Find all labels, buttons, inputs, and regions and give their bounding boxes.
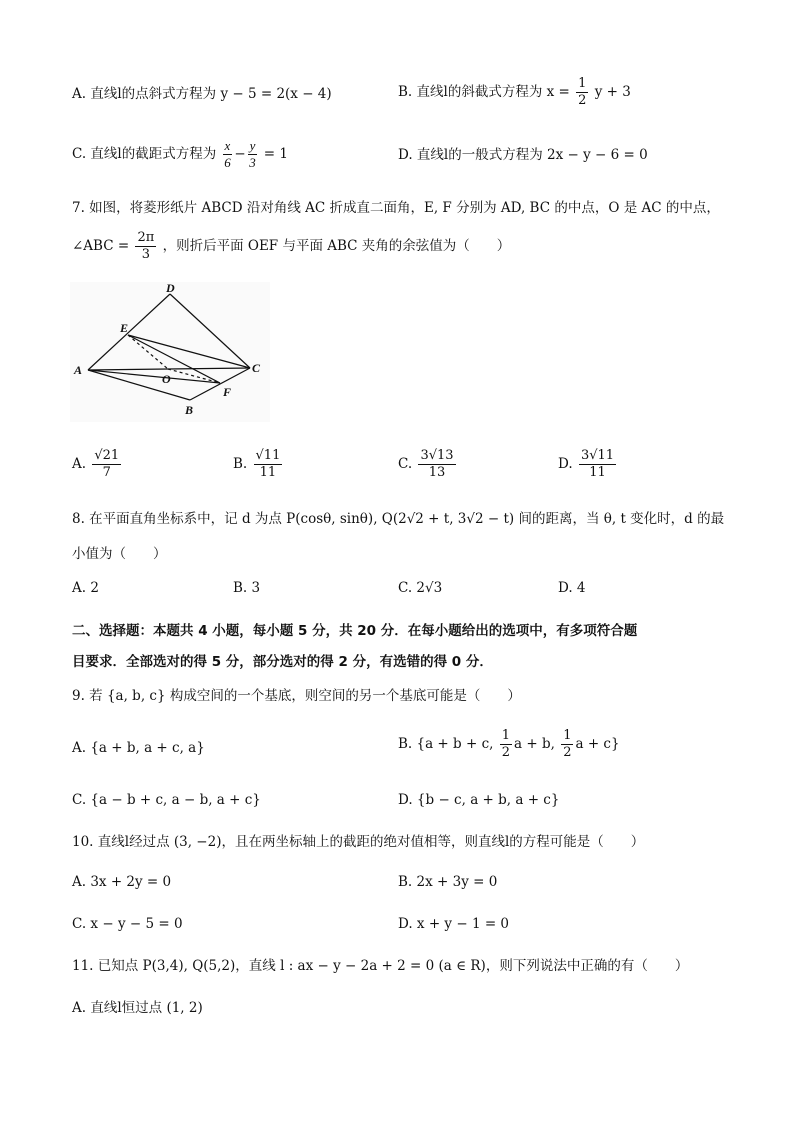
q9-option-c: C. {a − b + c, a − b, a + c} bbox=[72, 792, 261, 808]
option-label: A. bbox=[72, 456, 87, 472]
option-b-part3: a + c} bbox=[575, 736, 620, 752]
option-label: D. bbox=[558, 456, 573, 472]
fraction-denominator: 13 bbox=[428, 465, 446, 480]
fraction-numerator: 1 bbox=[501, 728, 511, 743]
q10-option-c: C. x − y − 5 = 0 bbox=[72, 916, 183, 932]
fraction-numerator: 1 bbox=[578, 76, 587, 91]
q8-option-d: D. 4 bbox=[558, 580, 586, 596]
q8-stem-line2: 小值为（ ） bbox=[72, 546, 167, 562]
q7-option-d bbox=[558, 448, 618, 481]
section2-heading-line1: 二、选择题：本题共 4 小题，每小题 5 分，共 20 分．在每小题给出的选项中，有多项符合题 bbox=[72, 623, 638, 639]
q7-stem-line2 bbox=[72, 230, 510, 263]
fraction-half bbox=[561, 728, 573, 761]
option-fraction bbox=[92, 448, 121, 481]
figure-background bbox=[70, 282, 270, 422]
q7-stem-line1: 7. 如图，将菱形纸片 ABCD 沿对角线 AC 折成直二面角，E, F 分别为 AD, BC 的中点，O 是 AC 的中点， bbox=[72, 200, 720, 216]
q6-option-b-tail: y + 3 bbox=[594, 84, 631, 100]
fraction-denominator: 11 bbox=[589, 465, 606, 480]
fraction-y-over-3 bbox=[248, 138, 258, 171]
q7-option-b bbox=[233, 448, 284, 481]
option-fraction bbox=[579, 448, 616, 481]
fraction-numerator: x bbox=[224, 138, 231, 153]
equals-one: = 1 bbox=[263, 146, 288, 162]
fraction-denominator: 2 bbox=[578, 93, 587, 108]
q8-option-a: A. 2 bbox=[72, 580, 99, 596]
q6-option-b bbox=[398, 76, 631, 109]
label-b: B bbox=[185, 403, 194, 417]
option-fraction bbox=[418, 448, 455, 481]
minus-sign: − bbox=[234, 146, 246, 162]
option-label: B. bbox=[233, 456, 248, 472]
fraction-numerator: 1 bbox=[563, 728, 572, 743]
label-d: D bbox=[166, 282, 175, 295]
q10-option-a: A. 3x + 2y = 0 bbox=[72, 874, 172, 890]
fraction-denominator: 7 bbox=[102, 465, 111, 480]
option-b-part1: B. {a + b + c, bbox=[398, 736, 494, 752]
fraction-numerator: y bbox=[249, 138, 256, 153]
fraction-denominator: 3 bbox=[141, 247, 151, 262]
label-f: F bbox=[223, 385, 232, 399]
q10-option-b: B. 2x + 3y = 0 bbox=[398, 874, 498, 890]
q6-option-b-text: B. 直线l的斜截式方程为 x = bbox=[398, 84, 570, 100]
q7-option-a bbox=[72, 448, 123, 481]
fraction-numerator: 3√13 bbox=[420, 448, 454, 463]
fraction-numerator: √21 bbox=[94, 448, 120, 463]
q8-option-c: C. 2√3 bbox=[398, 580, 443, 596]
q6-option-a: A. 直线l的点斜式方程为 y − 5 = 2(x − 4) bbox=[72, 86, 332, 102]
fraction-denominator: 11 bbox=[259, 465, 277, 480]
q11-option-a: A. 直线l恒过点 (1, 2) bbox=[72, 1000, 203, 1016]
q7-stem-question: ，则折后平面 OEF 与平面 ABC 夹角的余弦值为（ ） bbox=[162, 238, 511, 254]
option-fraction bbox=[254, 448, 283, 481]
q6-option-c bbox=[72, 138, 288, 171]
fraction-denominator: 2 bbox=[563, 745, 572, 760]
fraction-numerator: √11 bbox=[255, 448, 281, 463]
q8-stem-line1: 8. 在平面直角坐标系中，记 d 为点 P(cosθ, sinθ), Q(2√2 + t, 3√2 − t) 间的距离，当 θ, t 变化时，d 的最 bbox=[72, 511, 725, 527]
label-e: E bbox=[120, 321, 129, 335]
section2-heading-line2: 目要求．全部选对的得 5 分，部分选对的得 2 分，有选错的得 0 分． bbox=[72, 654, 493, 670]
fraction-numerator: 3√11 bbox=[580, 448, 615, 463]
rhombus-fold-figure bbox=[70, 282, 270, 422]
q10-stem: 10. 直线l经过点 (3, −2)，且在两坐标轴上的截距的绝对值相等，则直线l的方程可能是（ ） bbox=[72, 834, 645, 850]
fraction-denominator: 6 bbox=[224, 155, 231, 170]
label-c: C bbox=[252, 361, 261, 375]
angle-abc: ∠ABC = bbox=[72, 238, 130, 254]
q9-option-b bbox=[398, 728, 620, 761]
q6-option-c-text: C. 直线l的截距式方程为 bbox=[72, 146, 217, 162]
option-b-part2: a + b, bbox=[514, 736, 555, 752]
q9-option-d: D. {b − c, a + b, a + c} bbox=[398, 792, 560, 808]
fraction-2pi-over-3 bbox=[135, 230, 156, 263]
label-o: O bbox=[162, 372, 171, 386]
q9-stem: 9. 若 {a, b, c} 构成空间的一个基底，则空间的另一个基底可能是（ ） bbox=[72, 688, 521, 704]
q6-option-d: D. 直线l的一般式方程为 2x − y − 6 = 0 bbox=[398, 147, 648, 163]
label-a: A bbox=[74, 363, 83, 377]
option-label: C. bbox=[398, 456, 413, 472]
fraction-numerator: 2π bbox=[137, 230, 155, 245]
fraction-denominator: 3 bbox=[249, 155, 256, 170]
fraction-x-over-6 bbox=[223, 138, 233, 171]
q9-option-a: A. {a + b, a + c, a} bbox=[72, 740, 205, 756]
fraction-denominator: 2 bbox=[501, 745, 511, 760]
q8-option-b: B. 3 bbox=[233, 580, 261, 596]
q11-stem: 11. 已知点 P(3,4), Q(5,2)，直线 l : ax − y − 2a + 2 = 0 (a ∈ R)，则下列说法中正确的有（ ） bbox=[72, 958, 689, 974]
q7-option-c bbox=[398, 448, 458, 481]
q6-option-b-fraction bbox=[576, 76, 588, 109]
q10-option-d: D. x + y − 1 = 0 bbox=[398, 916, 510, 932]
fraction-half bbox=[500, 728, 512, 761]
